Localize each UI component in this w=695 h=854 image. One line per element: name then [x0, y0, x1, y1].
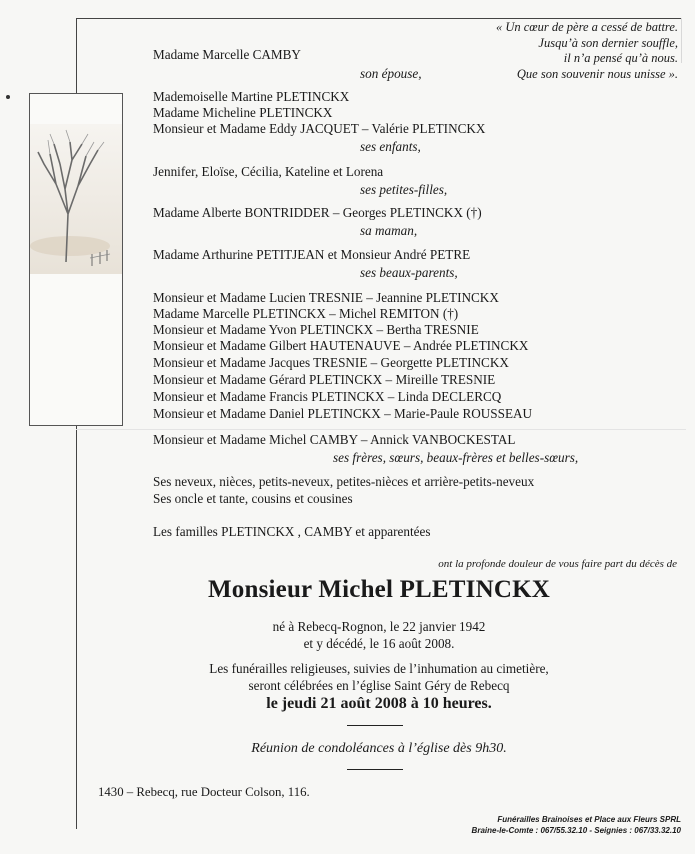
relation-label: ses petites-filles, — [360, 182, 448, 197]
family-name: Madame Arthurine PETITJEAN et Monsieur André PETRE — [153, 247, 471, 262]
family-name: Ses neveux, nièces, petits-neveux, petites-nièces et arrière-petits-neveux — [153, 474, 535, 489]
decorative-line — [681, 18, 682, 63]
relation-label: ses enfants, — [360, 139, 421, 154]
family-name: Mademoiselle Martine PLETINCKX — [153, 89, 350, 104]
quote-line: « Un cœur de père a cessé de battre. — [495, 20, 678, 34]
relation-label: ses beaux-parents, — [360, 265, 458, 280]
family-name: Madame Micheline PLETINCKX — [153, 105, 333, 120]
page-fold-line — [76, 429, 686, 430]
announcement-intro: ont la profonde douleur de vous faire part du décès de — [438, 558, 677, 570]
family-name: Madame Marcelle PLETINCKX – Michel REMITON (†) — [153, 306, 459, 321]
funeral-home-credit — [472, 814, 681, 836]
death-line: et y décédé, le 16 août 2008. — [303, 636, 455, 651]
family-name: Les familles PLETINCKX , CAMBY et apparentées — [153, 524, 431, 539]
funeral-date: le jeudi 21 août 2008 à 10 heures. — [266, 695, 492, 712]
family-name: Monsieur et Madame Gilbert HAUTENAUVE – Andrée PLETINCKX — [153, 338, 529, 353]
birth-line: né à Rebecq-Rognon, le 22 janvier 1942 — [272, 619, 486, 634]
frame-top-border — [76, 18, 682, 19]
quote-line: Que son souvenir nous unisse ». — [516, 66, 678, 81]
separator-rule — [347, 725, 403, 726]
separator-rule — [347, 769, 403, 770]
family-name: Monsieur et Madame Michel CAMBY – Annick VANBOCKESTAL — [153, 432, 516, 447]
family-name: Monsieur et Madame Daniel PLETINCKX – Marie-Paule ROUSSEAU — [153, 406, 533, 421]
family-name: Madame Alberte BONTRIDDER – Georges PLETINCKX (†) — [153, 205, 482, 220]
condolences-line: Réunion de condoléances à l’église dès 9h30. — [251, 741, 507, 756]
relation-label: son épouse, — [360, 66, 422, 81]
family-name: Monsieur et Madame Gérard PLETINCKX – Mireille TRESNIE — [153, 372, 496, 387]
funeral-home-name: Funérailles Brainoises et Place aux Fleurs SPRL — [497, 815, 681, 824]
family-name: Monsieur et Madame Eddy JACQUET – Valérie PLETINCKX — [153, 121, 486, 136]
relation-label: ses frères, sœurs, beaux-frères et belles-sœurs, — [333, 450, 579, 465]
funeral-home-phones: Braine-le-Comte : 067/55.32.10 - Seignies : 067/33.32.10 — [471, 826, 681, 835]
deceased-name: Monsieur Michel PLETINCKX — [207, 576, 551, 603]
family-name: Madame Marcelle CAMBY — [153, 47, 301, 62]
quote-line: il n’a pensé qu’à nous. — [563, 51, 678, 65]
funeral-details-line: seront célébrées en l’église Saint Géry de Rebecq — [248, 678, 510, 693]
winter-tree-picture — [29, 93, 123, 426]
funeral-details-line: Les funérailles religieuses, suivies de l’inhumation au cimetière, — [209, 661, 549, 676]
margin-dot — [6, 95, 10, 99]
family-name: Ses oncle et tante, cousins et cousines — [153, 491, 353, 506]
address-line: 1430 – Rebecq, rue Docteur Colson, 116. — [98, 785, 310, 799]
family-name: Monsieur et Madame Jacques TRESNIE – Georgette PLETINCKX — [153, 355, 509, 370]
relation-label: sa maman, — [360, 223, 418, 238]
quote-line: Jusqu’à son dernier souffle, — [538, 35, 678, 50]
family-name: Monsieur et Madame Yvon PLETINCKX – Bertha TRESNIE — [153, 322, 479, 337]
family-name: Monsieur et Madame Francis PLETINCKX – Linda DECLERCQ — [153, 389, 502, 404]
family-name: Jennifer, Eloïse, Cécilia, Kateline et Lorena — [153, 164, 384, 179]
family-name: Monsieur et Madame Lucien TRESNIE – Jeannine PLETINCKX — [153, 290, 499, 305]
epitaph-quote — [420, 20, 678, 82]
